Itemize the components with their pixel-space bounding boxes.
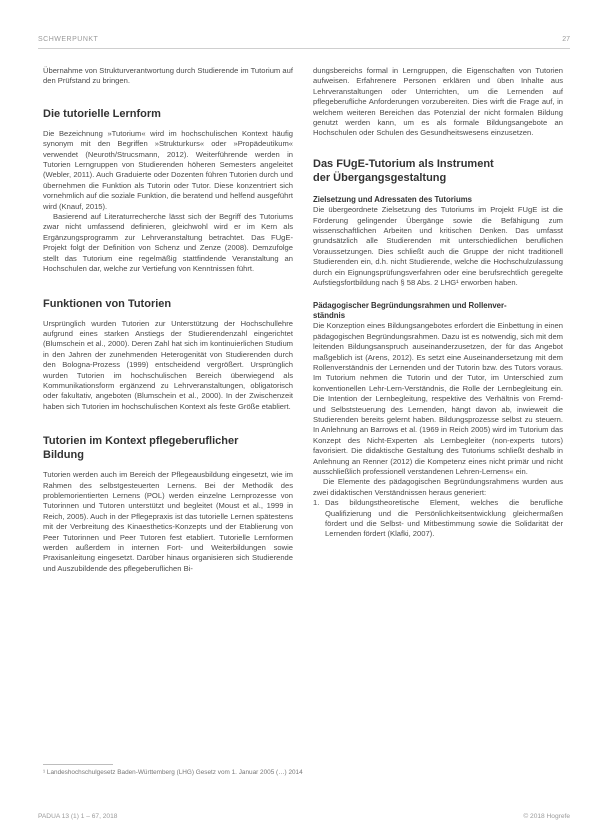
list-item [313,498,563,540]
heading-line: der Übergangsgestaltung [313,171,447,184]
left-intro-paragraph: Übernahme von Strukturverantwortung durch Studierende im Tutorium auf den Prüfstand zu bringen. [43,66,293,86]
right-column [313,66,563,540]
list-item-number: 1. [313,498,320,508]
heading-line: Tutorien im Kontext pflegeberuflicher [43,435,239,448]
left-column [43,66,293,574]
paragraph: Tutorien werden auch im Bereich der Pflegeausbildung eingesetzt, wie im Rahmen des selbstgesteuerten Lernens. Bei der Methodik des problemorientierten Lernens (POL) werden einzelne Lernprozesse von Tutorinnen und Tutoren unterstützt und begleitet (Moust et al., 1999 in Reich, 2005). Auch in der Pflegepraxis ist das tutorielle Lernen spätestens mit der Verbreitung des Kinaesthetics-Konzepts und der Etablierung von Peer Tutorinnen und Peer Tutoren fest etabliert. Tutorielle Lernformen werden außerdem in internen Fort- und Weiterbildungen sowie Praxisanleitung eingesetzt. Darüber hinaus organisieren sich Studierende und Auszubildende des pflegeberuflichen Bi- [43,470,293,573]
footer-publisher: © 2018 Hogrefe [523,813,570,820]
paragraph: Die Konzeption eines Bildungsangebotes erfordert die Einbettung in einen pädagogischen Begründungsrahmen. Dazu ist es notwendig, sich mit dem leitenden Bildungsanspruch auseinanderzusetzen, der für das Angebot maßgeblich ist (Arens, 2012). Es setzt eine Auseinandersetzung mit dem Rollenverständnis der Lernenden und der Tutorin bzw. des Tutors voraus. Im Tutorium nehmen die Tutorin und der Tutor, im Unterschied zum konventionellen Lehr-Lern-Verständnis, die Rolle der Lernbegleitung ein. Die Intention der Lernbegleitung, respektive des Verhältnis von Fremd- und Selbststeuerung des Lernenden, hängt davon ab, inwieweit die Studierenden bereits gelernt haben. Bildungsprozesse selbst zu steuern. In Anlehnung an Barrows et al. (1969 in Reich 2005) wird im Tutorium das Konzept des Nicht-Experten als Lernbegleiter (non-experts tutors) favorisiert. Die didaktische Gestaltung des Tutoriums schließt deshalb in Anlehnung an Renner (2012) die Kompetenz eines nicht primär und nicht ausschließlich professionell verstandenen Lehren-Lernens« ein. [313,321,563,476]
heading-fuge-tutorium [313,157,563,185]
footnote: ¹ Landeshochschulgesetz Baden-Württemberg (LHG) Gesetz vom 1. Januar 2005 (…) 2014 [43,769,303,776]
running-header [38,36,570,49]
footer-citation: PADUA 13 (1) 1 – 67, 2018 [38,813,118,820]
running-header-section: SCHWERPUNKT [38,36,99,43]
heading-line: Das FUgE-Tutorium als Instrument [313,157,494,170]
heading-line: Bildung [43,449,84,462]
subheading-zielsetzung: Zielsetzung und Adressaten des Tutoriums [313,194,472,204]
numbered-list [313,498,563,540]
subheading-paedagogischer-begruendungsrahmen [313,301,563,322]
heading-funktionen-von-tutorien: Funktionen von Tutorien [43,297,172,310]
paragraph: Die Elemente des pädagogischen Begründungsrahmens wurden aus zwei didaktischen Verständnissen heraus generiert: [313,477,563,497]
heading-tutorien-im-kontext [43,434,293,462]
paragraph: Die Bezeichnung »Tutorium« wird im hochschulischen Kontext häufig synonym mit den Begriffen »Strukturkurs« oder »Propädeutikum« verwendet (Neuroth/Strucsmann, 2012). Weiterführende werden in Tutorien Lerngruppen von Studierenden höheren Semesters angeleitet (Webler, 2011). Auch Graduierte oder Dozenten führen Tutorien durch und übernehmen die Funktion als Tutorin oder Tutor. Diese konzentriert sich vornehmlich auf die soziale Funktion, die beratend und helfend ausgeführt wird (Knauf, 2015). [43,128,293,211]
subheading-line: ständnis [313,310,346,320]
heading-tutorielle-lernform: Die tutorielle Lernform [43,107,161,120]
paragraph: Ursprünglich wurden Tutorien zur Unterstützung der Hochschullehre aufgrund eines starken Anstiegs der Studierendenzahl eingerichtet (Blumschein et al., 2000). Deren Zahl hat sich im kontinuierlichen Studium in den Jahren der zunehmenden Heterogenität von Studierenden durch den Bologna-Prozess (1999) entscheidend vergrößert. Ursprünglich wurden Tutorien im hochschulischen Bereich überwiegend als Kommunikationsform ergänzend zu Lehrveranstaltungen, obligatorisch oder fakultativ, angeboten (Blumschein et al., 2000). In der Zwischenzeit haben sich Tutorien im hochschulischen Kontext als feste Größe etabliert. [43,318,293,411]
list-item-text: Das bildungstheoretische Element, welches die berufliche Qualifizierung und die Persönlichkeitsentwicklung gleichermaßen fördert und die Selbst- und Mitbestimmung sowie die Solidarität der Lernenden fördert (Klafki, 2007). [325,498,563,539]
paragraph: Basierend auf Literaturrecherche lässt sich der Begriff des Tutoriums zwar nicht umfassend definieren, gleichwohl wird er im Kern als Ergänzungsprogramm zur Lehrveranstaltung betrachtet. Das FUgE-Projekt folgt der Definition von Schenz und Zenze (2008). Demzufolge stellt das Tutorium eine regelmäßig stattfindende Veranstaltung an Hochschulen dar, welche zur Vertiefung von Kenntnissen führt. [43,212,293,274]
footnote-divider [43,764,113,765]
paragraph: Die übergeordnete Zielsetzung des Tutoriums im Projekt FUgE ist die Förderung gelingender Übergänge sowie die Befähigung zum wissenschaftlichen Arbeiten und kritischen Denken. Das umfasst grundsätzlich alle Studierenden mit unterschiedlichen beruflichen Voraussetzungen. Dies schließt auch die Gruppe der nicht traditionell Studierenden ein, d.h. nicht Studierende, welche die Hochschulzulassung durch ein Eignungsprüfungsverfahren oder eine berufsrechtlich geregelte Aufstiegsfortbildung nach § 58 Abs. 2 LHG¹ erworben haben. [313,205,563,288]
page-number: 27 [562,36,570,43]
right-intro-paragraph: dungsbereichs formal in Lerngruppen, die Eigenschaften von Tutorien aufweisen. Erfahrenere Personen erklären und üben Inhalte aus Lehrveranstaltungen oder Unterrichten, um die Lernenden auf pflegeberufliche Anforderungen vorzubereiten. Dies wirft die Frage auf, in welchem weiteren Bereichen das Potenzial der nicht formalen Bildung genutzt werden kann, um es als formale Bildungsangebote an Hochschulen oder Schulen des Gesundheitswesens einzusetzen. [313,66,563,138]
subheading-line: Pädagogischer Begründungsrahmen und Rollenver- [313,300,507,310]
